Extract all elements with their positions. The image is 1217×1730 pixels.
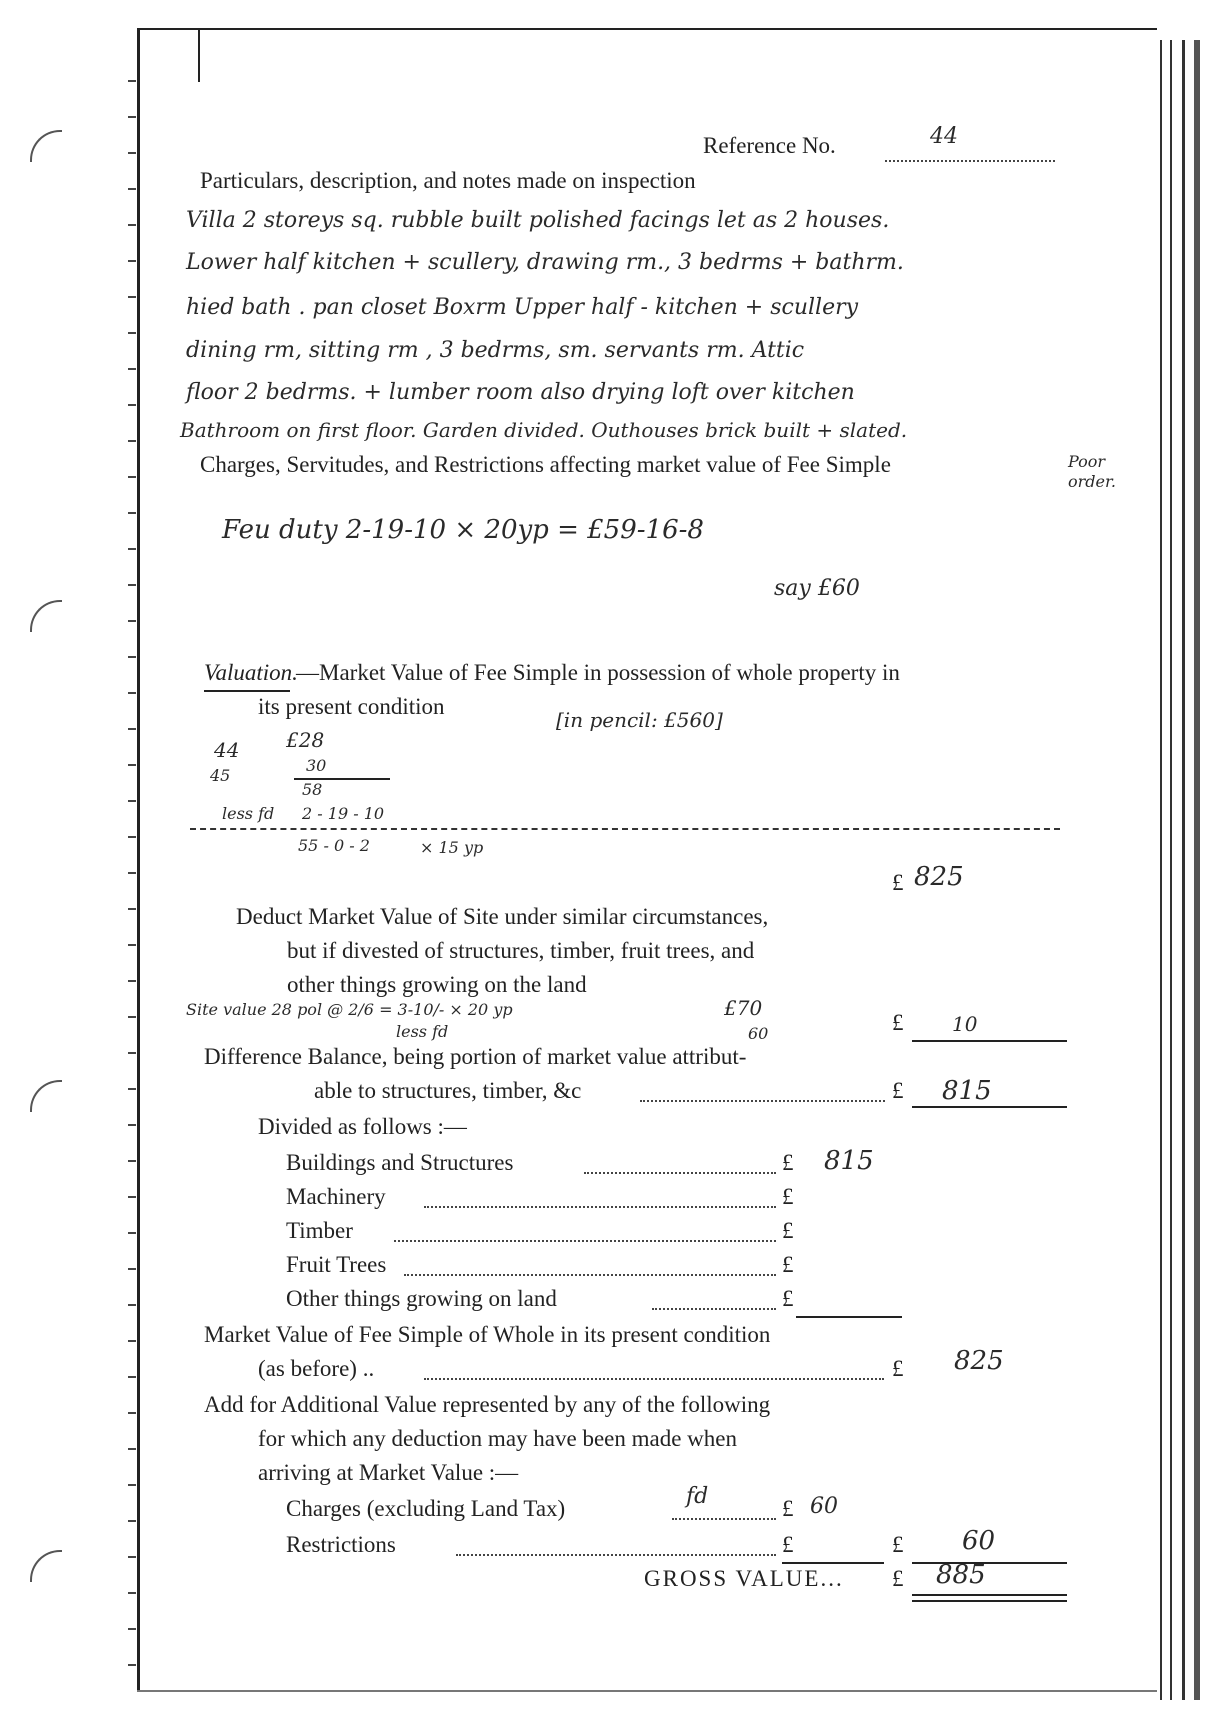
divided-item-pound: £ <box>782 1286 794 1311</box>
add-text: arriving at Market Value :— <box>258 1460 519 1485</box>
margin-tick <box>128 368 136 370</box>
divided-item-leader <box>394 1240 776 1242</box>
market-whole-leader <box>424 1378 884 1380</box>
particulars-line: hied bath . pan closet Boxrm Upper half - kitchen + scullery <box>186 295 859 320</box>
site-value-amount: £70 <box>724 996 763 1020</box>
charges-heading: Charges, Servitudes, and Restrictions affecting market value of Fee Simple <box>200 452 891 477</box>
valuation-dashed-rule <box>190 828 1060 830</box>
margin-tick <box>128 1268 136 1270</box>
margin-tick <box>128 980 136 982</box>
gross-value-amount: 885 <box>936 1560 986 1590</box>
calc-multiplier: × 15 yp <box>420 838 484 857</box>
add-text: for which any deduction may have been made when <box>258 1426 737 1451</box>
difference-pound: £ <box>892 1078 904 1103</box>
reference-label: Reference No. <box>703 133 836 158</box>
deduct-text: but if divested of structures, timber, fruit trees, and <box>287 938 755 963</box>
margin-tick <box>128 1664 136 1666</box>
punch-hole <box>30 600 62 632</box>
particulars-line: Lower half kitchen + scullery, drawing rm., 3 bedrms + bathrm. <box>186 250 904 275</box>
margin-tick <box>128 1196 136 1198</box>
condition-note: Poor order. <box>1068 452 1116 491</box>
margin-tick <box>128 152 136 154</box>
punch-hole <box>30 130 62 162</box>
margin-tick <box>128 260 136 262</box>
margin-tick <box>128 332 136 334</box>
add-restrictions-label: Restrictions <box>286 1532 396 1557</box>
divided-item-pound: £ <box>782 1252 794 1277</box>
pencil-note: [in pencil: £560] <box>556 708 723 732</box>
divided-item-leader <box>652 1308 776 1310</box>
divided-item-label: Timber <box>286 1218 353 1243</box>
margin-tick <box>128 836 136 838</box>
divided-total-rule <box>796 1316 902 1318</box>
divided-item-label: Buildings and Structures <box>286 1150 514 1175</box>
particulars-line: dining rm, sitting rm , 3 bedrms, sm. servants rm. Attic <box>186 338 805 363</box>
calc-result: 55 - 0 - 2 <box>298 836 370 855</box>
add-text: Add for Additional Value represented by any of the following <box>204 1392 771 1417</box>
valuation-text: —Market Value of Fee Simple in possession of whole property in <box>296 660 900 685</box>
market-whole-text: Market Value of Fee Simple of Whole in its present condition <box>204 1322 771 1347</box>
valuation-amount: 825 <box>914 862 964 892</box>
margin-tick <box>128 512 136 514</box>
add-restrictions-leader <box>456 1554 776 1556</box>
margin-tick <box>128 1124 136 1126</box>
difference-leader <box>640 1100 885 1102</box>
margin-tick <box>128 908 136 910</box>
margin-tick <box>128 800 136 802</box>
divided-item-pound: £ <box>782 1184 794 1209</box>
particulars-line: floor 2 bedrms. + lumber room also drying loft over kitchen <box>186 380 855 405</box>
valuation-title: Valuation. <box>204 660 298 685</box>
margin-tick <box>128 1052 136 1054</box>
calc-less-amount: 2 - 19 - 10 <box>302 804 385 823</box>
gross-value-rule <box>912 1600 1067 1602</box>
add-restrictions-pound: £ <box>782 1532 794 1557</box>
margin-tick <box>128 944 136 946</box>
margin-tick <box>128 1592 136 1594</box>
margin-tick <box>128 1160 136 1162</box>
margin-tick <box>128 548 136 550</box>
margin-tick <box>128 872 136 874</box>
add-charges-note: fd <box>686 1484 709 1509</box>
page-stack-edge <box>1194 40 1200 1700</box>
gross-value-label: GROSS VALUE... <box>644 1566 844 1591</box>
margin-tick <box>128 1304 136 1306</box>
divided-item-label: Other things growing on land <box>286 1286 557 1311</box>
margin-tick <box>128 1412 136 1414</box>
margin-tick <box>128 224 136 226</box>
market-whole-pound: £ <box>892 1356 904 1381</box>
valuation-title-underline <box>204 690 290 692</box>
divided-item-leader <box>424 1206 776 1208</box>
page-stack-edge <box>1182 40 1185 1700</box>
particulars-heading: Particulars, description, and notes made on inspection <box>200 168 696 193</box>
valuation-pound: £ <box>892 870 904 895</box>
margin-tick <box>128 296 136 298</box>
calc-sum: 58 <box>302 780 323 799</box>
punch-hole <box>30 1080 62 1112</box>
margin-tick <box>128 620 136 622</box>
calc-ref: 44 <box>214 738 240 762</box>
gross-value-rule <box>912 1594 1067 1596</box>
valuation-text: its present condition <box>258 694 445 719</box>
margin-tick <box>128 116 136 118</box>
divided-item-leader <box>404 1274 776 1276</box>
add-charges-leader <box>672 1518 776 1520</box>
margin-tick <box>128 1448 136 1450</box>
margin-tick <box>128 764 136 766</box>
divided-item-pound: £ <box>782 1218 794 1243</box>
margin-tick <box>128 1088 136 1090</box>
margin-tick <box>128 1376 136 1378</box>
margin-tick <box>128 1628 136 1630</box>
feu-duty-say: say £60 <box>774 576 860 601</box>
margin-tick <box>128 440 136 442</box>
margin-tick <box>128 476 136 478</box>
page-border-left <box>137 30 140 1690</box>
margin-tick <box>128 1340 136 1342</box>
site-value-calc: Site value 28 pol @ 2/6 = 3-10/- × 20 yp <box>186 1000 513 1019</box>
margin-tick <box>128 80 136 82</box>
add-charges-value: 60 <box>810 1494 838 1519</box>
difference-text: Difference Balance, being portion of market value attribut- <box>204 1044 747 1069</box>
margin-tick <box>128 692 136 694</box>
divided-item-pound: £ <box>782 1150 794 1175</box>
market-whole-amount: 825 <box>954 1346 1004 1376</box>
calc-amount: £28 <box>286 728 325 752</box>
add-charges-pound: £ <box>782 1496 794 1521</box>
divided-item-label: Fruit Trees <box>286 1252 387 1277</box>
calc-ref: 45 <box>210 766 231 785</box>
margin-tick <box>128 1232 136 1234</box>
deduct-text: Deduct Market Value of Site under similar circumstances, <box>236 904 769 929</box>
margin-tick <box>128 1520 136 1522</box>
calc-amount: 30 <box>306 756 327 775</box>
deduct-amount: 10 <box>952 1012 978 1036</box>
margin-tick <box>128 404 136 406</box>
punch-hole <box>30 1550 62 1582</box>
margin-tick <box>128 1016 136 1018</box>
page-border-top <box>137 28 1157 30</box>
add-total-value: 60 <box>962 1526 996 1556</box>
deduct-pound: £ <box>892 1010 904 1035</box>
add-total-pound: £ <box>892 1532 904 1557</box>
calc-less-label: less fd <box>222 804 275 823</box>
market-whole-text: (as before) .. <box>258 1356 375 1381</box>
margin-tick <box>128 188 136 190</box>
page-border-bottom <box>137 1690 1157 1692</box>
page-stack-edge <box>1160 40 1162 1700</box>
margin-tick <box>128 1556 136 1558</box>
particulars-line: Villa 2 storeys sq. rubble built polished facings let as 2 houses. <box>186 208 890 233</box>
margin-tick <box>128 728 136 730</box>
add-charges-label: Charges (excluding Land Tax) <box>286 1496 566 1521</box>
margin-tick <box>128 1484 136 1486</box>
margin-tick <box>128 584 136 586</box>
particulars-line: Bathroom on first floor. Garden divided. Outhouses brick built + slated. <box>180 418 908 442</box>
margin-tick <box>128 656 136 658</box>
add-restrictions-rule <box>782 1562 884 1564</box>
difference-text: able to structures, timber, &c <box>314 1078 582 1103</box>
deduct-amount-rule <box>912 1040 1067 1042</box>
divided-heading: Divided as follows :— <box>258 1114 467 1139</box>
divided-item-label: Machinery <box>286 1184 386 1209</box>
reference-underline <box>885 160 1055 162</box>
reference-value: 44 <box>930 124 958 149</box>
divided-item-value: 815 <box>824 1146 874 1176</box>
difference-amount: 815 <box>942 1076 992 1106</box>
feu-duty-calc: Feu duty 2-19-10 × 20yp = £59-16-8 <box>222 515 704 545</box>
gross-value-pound: £ <box>892 1566 904 1591</box>
divided-item-leader <box>584 1172 776 1174</box>
site-value-amount-2: 60 <box>748 1024 769 1043</box>
deduct-text: other things growing on the land <box>287 972 587 997</box>
site-value-less: less fd <box>396 1022 449 1041</box>
page-inner-mark <box>198 30 200 82</box>
page-stack-edge <box>1170 40 1172 1700</box>
difference-amount-rule <box>912 1106 1067 1108</box>
